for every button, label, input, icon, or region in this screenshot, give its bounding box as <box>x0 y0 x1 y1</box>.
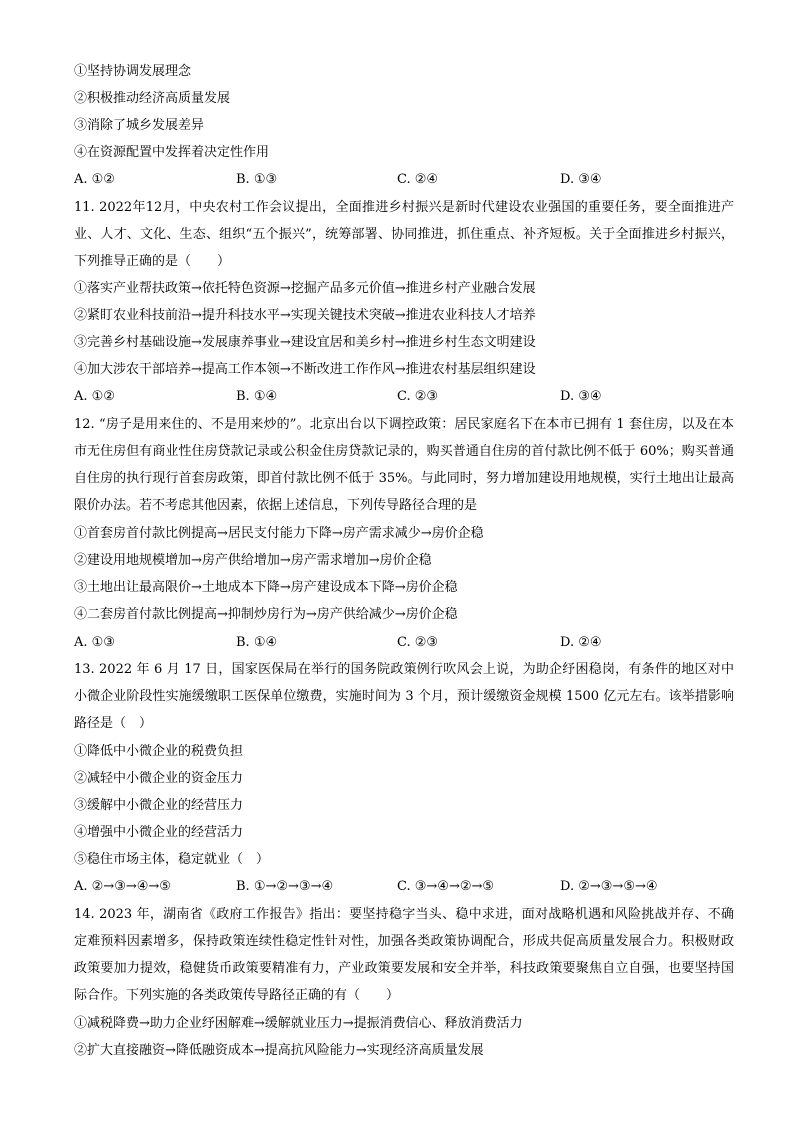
q10-item-1: ①坚持协调发展理念 <box>74 64 192 79</box>
q13-option-d: D. ②→③→⑤→④ <box>560 879 658 894</box>
q10-option-a: A. ①② <box>74 172 115 187</box>
q13-item-1: ①降低中小微企业的税费负担 <box>74 744 244 759</box>
q12-item-1: ①首套房首付款比例提高→居民支付能力下降→房产需求减少→房价企稳 <box>74 526 484 541</box>
q14-stem-block <box>74 901 734 1009</box>
q13-stem: 13. 2022 年 6 月 17 日，国家医保局在举行的国务院政策例行吹风会上说，为助企纾困稳岗，有条件的地区对中小微企业阶段性实施缓缴职工医保单位缴费，实施时间为 3 个月，预计缓缴资金规模 1500 亿元左右。该举措影响路径是（ ） <box>74 662 734 731</box>
q10-options <box>74 171 734 189</box>
q11-item-2: ②紧盯农业科技前沿→提升科技水平→实现关键技术突破→推进农业科技人才培养 <box>74 308 536 323</box>
q13-item-3: ③缓解中小微企业的经营压力 <box>74 798 244 813</box>
q12-options <box>74 634 734 652</box>
q13-option-b: B. ①→②→③→④ <box>236 879 334 894</box>
q10-item-4: ④在资源配置中发挥着决定性作用 <box>74 145 270 160</box>
q10-option-b: B. ①③ <box>236 172 278 187</box>
q13-item-2: ②减轻中小微企业的资金压力 <box>74 771 244 786</box>
q11-item-3: ③完善乡村基础设施→发展康养事业→建设宜居和美乡村→推进乡村生态文明建设 <box>74 335 536 350</box>
q13-stem-block <box>74 656 734 737</box>
q13-options <box>74 878 734 896</box>
q13-item-4: ④增强中小微企业的经营活力 <box>74 825 244 840</box>
q11-option-b: B. ①④ <box>236 389 278 404</box>
q13-option-a: A. ②→③→④→⑤ <box>74 879 171 894</box>
q12-option-b: B. ①④ <box>236 635 278 650</box>
q11-stem-block <box>74 194 734 275</box>
q14-item-2: ②扩大直接融资→降低融资成本→提高抗风险能力→实现经济高质量发展 <box>74 1043 484 1058</box>
q11-options <box>74 388 734 406</box>
q14-stem: 14. 2023 年，湖南省《政府工作报告》指出：要坚持稳字当头、稳中求进，面对战略机遇和风险挑战并存、不确定难预料因素增多，保持政策连续性稳定性针对性，加强各类政策协调配合，形成共促高质量发展合力。积极财政政策要加力提效，稳健货币政策要精准有力，产业政策要发展和安全并举，科技政策要聚焦自立自强，也要坚持国际合作。下列实施的各类政策传导路径正确的有（ ） <box>74 907 734 1003</box>
q11-stem: 11. 2022年12月，中央农村工作会议提出，全面推进乡村振兴是新时代建设农业强国的重要任务，要全面推进产业、人才、文化、生态、组织“五个振兴”，统筹部署、协同推进，抓住重点、补齐短板。关于全面推进乡村振兴，下列推导正确的是（ ） <box>74 200 734 269</box>
q12-option-d: D. ②④ <box>560 635 602 650</box>
q11-option-c: C. ②③ <box>397 389 439 404</box>
q13-item-5: ⑤稳住市场主体，稳定就业（ ） <box>74 852 270 867</box>
q12-option-c: C. ②③ <box>397 635 439 650</box>
q10-item-3: ③消除了城乡发展差异 <box>74 118 205 133</box>
q14-item-1: ①减税降费→助力企业纾困解难→缓解就业压力→提振消费信心、释放消费活力 <box>74 1016 523 1031</box>
q10-item-2: ②积极推动经济高质量发展 <box>74 91 231 106</box>
q12-item-3: ③土地出让最高限价→土地成本下降→房产建设成本下降→房价企稳 <box>74 580 458 595</box>
q11-option-a: A. ①② <box>74 389 115 404</box>
q13-option-c: C. ③→④→②→⑤ <box>397 879 495 894</box>
q12-item-4: ④二套房首付款比例提高→抑制炒房行为→房产供给减少→房价企稳 <box>74 607 458 622</box>
q10-option-c: C. ②④ <box>397 172 439 187</box>
q11-item-4: ④加大涉农干部培养→提高工作本领→不断改进工作作风→推进农村基层组织建设 <box>74 362 536 377</box>
q10-option-d: D. ③④ <box>560 172 602 187</box>
q12-stem-block <box>74 411 734 519</box>
q12-stem: 12. “房子是用来住的、不是用来炒的”。北京出台以下调控政策：居民家庭名下在本市已拥有 1 套住房，以及在本市无住房但有商业性住房贷款记录或公积金住房贷款记录的，购买普通自住房的首付款比例不低于 60%；购买普通自住房的执行现行首套房政策，即首付款比例不低于 35%。与此同时，努力增加建设用地规模，实行土地出让最高限价办法。若不考虑其他因素，依据上述信息，下列传导路径合理的是 <box>74 417 734 513</box>
q11-option-d: D. ③④ <box>560 389 602 404</box>
q12-item-2: ②建设用地规模增加→房产供给增加→房产需求增加→房价企稳 <box>74 553 432 568</box>
q12-option-a: A. ①③ <box>74 635 115 650</box>
q11-item-1: ①落实产业帮扶政策→依托特色资源→挖掘产品多元价值→推进乡村产业融合发展 <box>74 281 536 296</box>
